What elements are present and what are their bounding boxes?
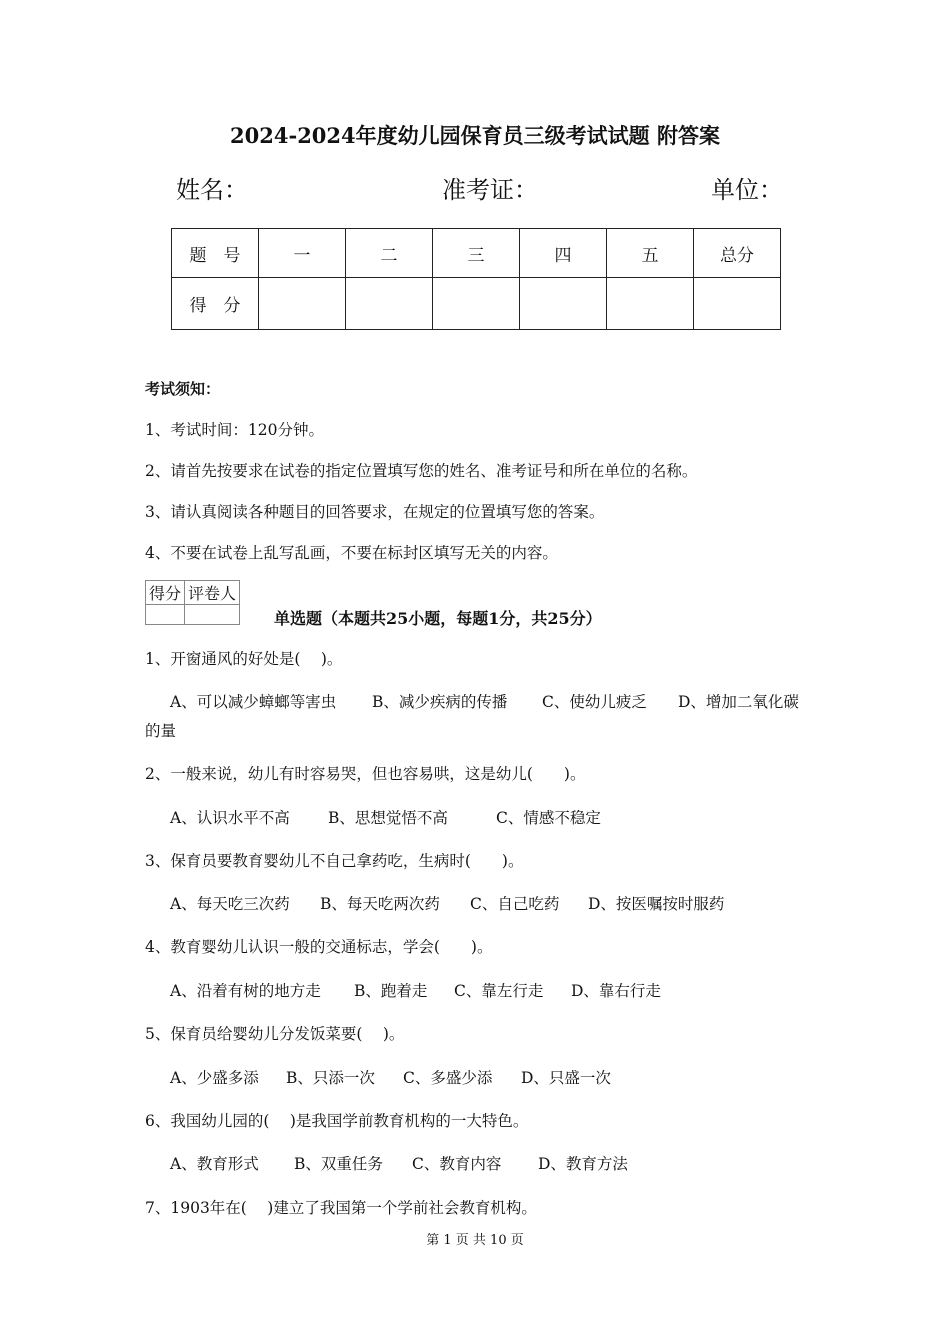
grader-score-cell[interactable] [146,605,185,625]
question-5-options [170,1066,611,1088]
option-d: D、靠右行走 [571,982,661,1000]
notice-heading: 考试须知： [145,380,221,398]
question-6: 6、我国幼儿园的( )是我国学前教育机构的一大特色。 [145,1112,529,1130]
unit-field-label: 单位： [711,176,783,204]
score-header-total: 总分 [694,229,781,278]
option-b: B、思想觉悟不高 [328,809,448,827]
option-c: C、情感不稳定 [496,809,601,827]
grader-score-label: 得分 [146,581,185,605]
option-d: D、只盛一次 [521,1069,611,1087]
score-header-2: 二 [346,229,433,278]
score-header-label: 题 号 [172,229,259,278]
score-header-3: 三 [433,229,520,278]
option-c: C、自己吃药 [470,895,560,913]
score-cell-4[interactable] [520,278,607,330]
notice-item: 2、请首先按要求在试卷的指定位置填写您的姓名、准考证号和所在单位的名称。 [145,462,698,480]
question-7: 7、1903年在( )建立了我国第一个学前社会教育机构。 [145,1199,537,1217]
question-4-options [170,979,661,1001]
option-c: C、教育内容 [412,1155,502,1173]
grader-table [145,580,240,625]
score-row-label: 得 分 [172,278,259,330]
question-6-options [170,1152,628,1174]
option-a: A、认识水平不高 [170,809,290,827]
score-cell-3[interactable] [433,278,520,330]
option-c: C、多盛少添 [403,1069,493,1087]
option-b: B、跑着走 [354,982,428,1000]
notice-item: 1、考试时间：120分钟。 [145,421,324,439]
option-d: D、教育方法 [538,1155,628,1173]
score-cell-total[interactable] [694,278,781,330]
score-header-4: 四 [520,229,607,278]
question-2-options [170,806,601,828]
option-b: B、只添一次 [286,1069,375,1087]
notice-item: 4、不要在试卷上乱写乱画，不要在标封区填写无关的内容。 [145,544,558,562]
question-2: 2、一般来说，幼儿有时容易哭，但也容易哄，这是幼儿( )。 [145,765,586,783]
option-c: C、靠左行走 [454,982,544,1000]
option-d: D、增加二氧化碳 [678,693,799,711]
page-footer: 第 1 页 共 10 页 [426,1233,524,1248]
option-a: A、少盛多添 [170,1069,259,1087]
score-table-score-row [172,278,781,330]
question-1: 1、开窗通风的好处是( )。 [145,650,343,668]
grader-name-label: 评卷人 [185,581,240,605]
option-a: A、教育形式 [170,1155,259,1173]
notice-item: 3、请认真阅读各种题目的回答要求，在规定的位置填写您的答案。 [145,503,605,521]
option-a: A、沿着有树的地方走 [170,982,321,1000]
score-cell-1[interactable] [259,278,346,330]
question-3-options [170,892,724,914]
question-1-continuation: 的量 [145,722,177,740]
option-b: B、减少疾病的传播 [372,693,508,711]
score-cell-2[interactable] [346,278,433,330]
question-5: 5、保育员给婴幼儿分发饭菜要( )。 [145,1025,405,1043]
score-header-5: 五 [607,229,694,278]
option-b: B、双重任务 [294,1155,383,1173]
option-c: C、使幼儿疲乏 [542,693,647,711]
score-cell-5[interactable] [607,278,694,330]
option-a: A、可以减少蟑螂等害虫 [170,693,337,711]
option-b: B、每天吃两次药 [320,895,440,913]
question-3: 3、保育员要教育婴幼儿不自己拿药吃，生病时( )。 [145,852,524,870]
score-table-header-row [172,229,781,278]
question-4: 4、教育婴幼儿认识一般的交通标志，学会( )。 [145,938,493,956]
exam-number-field-label: 准考证： [442,176,538,204]
name-field-label: 姓名： [176,176,248,204]
question-1-options [170,690,799,712]
option-a: A、每天吃三次药 [170,895,290,913]
grader-name-cell[interactable] [185,605,240,625]
page-title: 2024-2024年度幼儿园保育员三级考试试题 附答案 [230,123,720,148]
score-header-1: 一 [259,229,346,278]
section-title: 单选题（本题共25小题，每题1分，共25分） [274,609,602,628]
option-d: D、按医嘱按时服药 [588,895,725,913]
score-table [171,228,781,330]
